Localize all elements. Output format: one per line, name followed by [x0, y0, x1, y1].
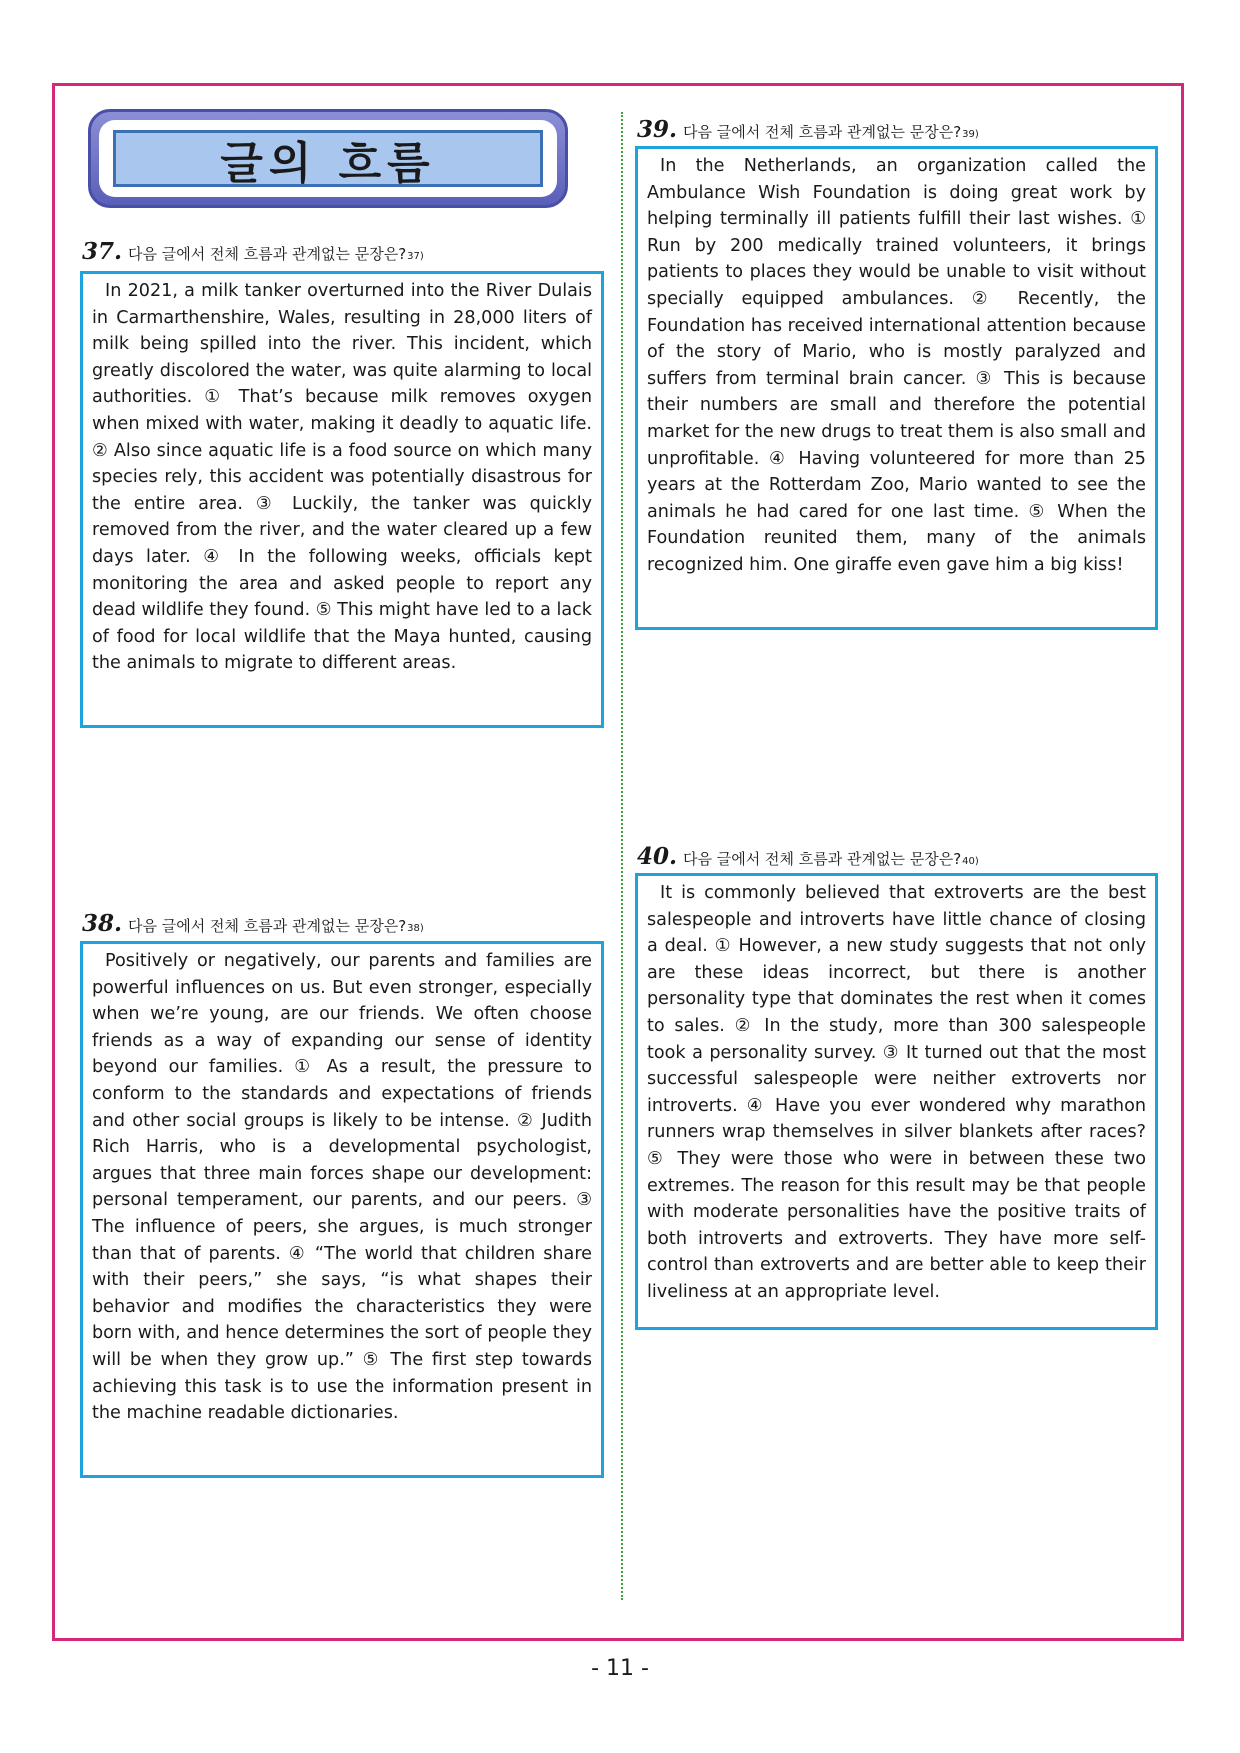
- question-number: 40.: [637, 843, 678, 870]
- footnote-marker: 39): [962, 129, 979, 140]
- footnote-marker: 40): [962, 856, 979, 867]
- passage-39: In the Netherlands, an organization called the Ambulance Wish Foundation is doing great work by helping terminally ill patients fulfill their last wishes. ① Run by 200 medically trained volunteers, it brings patients to places they would be unable to visit without specially equipped ambulances. ② Recently, the Foundation has received international attention because of the story of Mario, who is mostly paralyzed and suffers from terminal brain cancer. ③ This is because their numbers are small and therefore the potential market for the new drugs to treat them is also small and unprofitable. ④ Having volunteered for more than 25 years at the Rotterdam Zoo, Mario wanted to see the animals he had cared for one last time. ⑤ When the Foundation reunited them, many of the animals recognized him. One giraffe even gave him a big kiss!: [635, 146, 1158, 630]
- question-40-heading: [637, 843, 979, 870]
- question-38-heading: [82, 910, 424, 937]
- page-number: - 11 -: [591, 1656, 649, 1681]
- question-prompt: 다음 글에서 전체 흐름과 관계없는 문장은?: [683, 850, 962, 868]
- passage-37: In 2021, a milk tanker overturned into the River Dulais in Carmarthenshire, Wales, resulting in 28,000 liters of milk being spilled into the river. This incident, which greatly discolored the water, was quite alarming to local authorities. ① That’s because milk removes oxygen when mixed with water, making it deadly to aquatic life. ② Also since aquatic life is a food source on which many species rely, this accident was potentially disastrous for the entire area. ③ Luckily, the tanker was quickly removed from the river, and the water cleared up a few days later. ④ In the following weeks, officials kept monitoring the area and asked people to report any dead wildlife they found. ⑤ This might have led to a lack of food for local wildlife that the Maya hunted, causing the animals to migrate to different areas.: [80, 271, 604, 728]
- passage-40: It is commonly believed that extroverts are the best salespeople and introverts have little chance of closing a deal. ① However, a new study suggests that not only are these ideas incorrect, but there is another personality type that dominates the rest when it comes to sales. ② In the study, more than 300 salespeople took a personality survey. ③ It turned out that the most successful salespeople were neither extroverts nor introverts. ④ Have you ever wondered why marathon runners wrap themselves in silver blankets after races? ⑤ They were those who were in between these two extremes. The reason for this result may be that people with moderate personalities have the positive traits of both introverts and extroverts. They have more self-control than extroverts and are better able to keep their liveliness at an appropriate level.: [635, 873, 1158, 1330]
- question-prompt: 다음 글에서 전체 흐름과 관계없는 문장은?: [683, 123, 962, 141]
- section-banner: [88, 109, 568, 208]
- question-number: 38.: [82, 910, 123, 937]
- question-prompt: 다음 글에서 전체 흐름과 관계없는 문장은?: [128, 245, 407, 263]
- question-number: 39.: [637, 116, 678, 143]
- question-number: 37.: [82, 238, 123, 265]
- section-title: 글의 흐름: [220, 137, 436, 189]
- footnote-marker: 37): [407, 251, 424, 262]
- question-prompt: 다음 글에서 전체 흐름과 관계없는 문장은?: [128, 917, 407, 935]
- passage-38: Positively or negatively, our parents and families are powerful influences on us. But even stronger, especially when we’re young, are our friends. We often choose friends as a way of expanding our sense of identity beyond our families. ① As a result, the pressure to conform to the standards and expectations of friends and other social groups is likely to be intense. ② Judith Rich Harris, who is a developmental psychologist, argues that three main forces shape our development: personal temperament, our parents, and our peers. ③ The influence of peers, she argues, is much stronger than that of parents. ④ “The world that children share with their peers,” she says, “is what shapes their behavior and modifies the characteristics they were born with, and hence determines the sort of people they will be when they grow up.” ⑤ The first step towards achieving this task is to use the information present in the machine readable dictionaries.: [80, 941, 604, 1478]
- question-39-heading: [637, 116, 979, 143]
- column-divider: [621, 112, 623, 1600]
- footnote-marker: 38): [407, 923, 424, 934]
- question-37-heading: [82, 238, 424, 265]
